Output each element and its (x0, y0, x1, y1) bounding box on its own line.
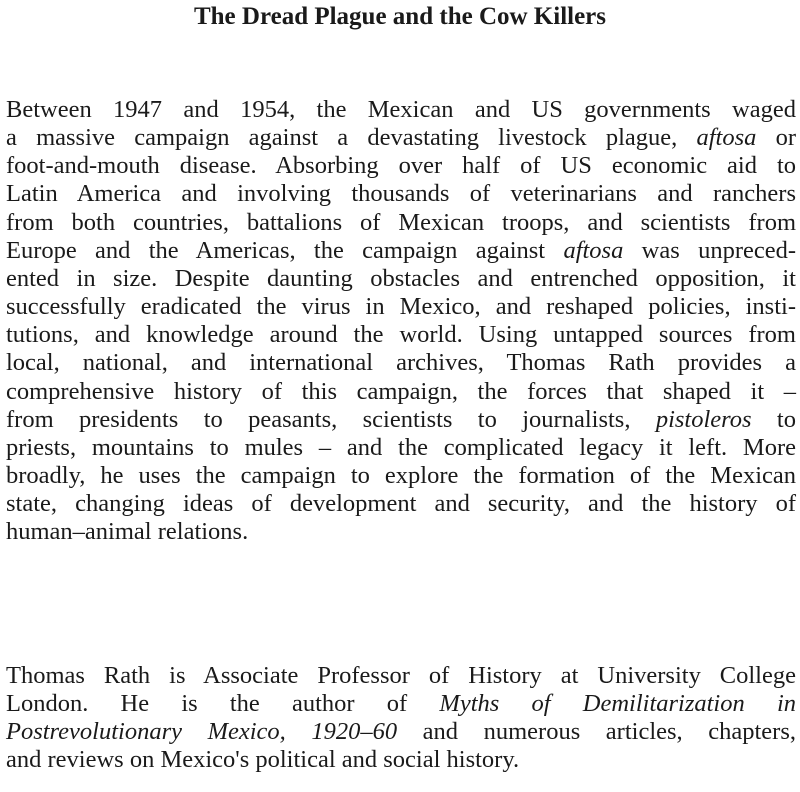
text-run: broadly, he uses the campaign to explore the formation of the Mexican (6, 462, 796, 490)
text-run: Latin America and involving thousands of veterinarians and ranchers (6, 180, 796, 208)
text-line (6, 718, 796, 746)
italic-text-run: aftosa (563, 236, 624, 264)
text-line (6, 662, 796, 690)
text-line (6, 490, 796, 518)
text-run: tutions, and knowledge around the world. Using untapped sources from (6, 321, 796, 349)
text-run: Europe and the Americas, the campaign against (6, 236, 564, 264)
text-line (6, 349, 796, 377)
italic-text-run: aftosa (696, 124, 757, 152)
text-run: to (751, 405, 796, 433)
text-run: successfully eradicated the virus in Mexico, and reshaped policies, insti- (6, 293, 796, 321)
text-line (6, 293, 796, 321)
text-line (6, 209, 796, 237)
italic-text-run: pistoleros (655, 405, 752, 433)
text-line (6, 406, 796, 434)
text-line (6, 434, 796, 462)
text-run: London. He is the author of (6, 690, 440, 718)
text-line (6, 237, 796, 265)
text-line (6, 124, 796, 152)
text-run: human–animal relations. (6, 518, 249, 546)
text-run: or (756, 124, 796, 152)
text-run: a massive campaign against a devastating livestock plague, (6, 124, 697, 152)
text-run: foot-and-mouth disease. Absorbing over half of US economic aid to (6, 152, 796, 180)
italic-text-run: Postrevolutionary Mexico, 1920–60 (6, 718, 398, 746)
text-line (6, 180, 796, 208)
text-run: priests, mountains to mules – and the complicated legacy it left. More (6, 433, 796, 461)
text-line (6, 690, 796, 718)
text-line (6, 265, 796, 293)
author-bio-paragraph (6, 662, 796, 775)
text-run: and numerous articles, chapters, (397, 718, 796, 746)
text-run: state, changing ideas of development and security, and the history of (6, 490, 796, 518)
page-title: The Dread Plague and the Cow Killers (193, 3, 607, 30)
text-run: local, national, and international archives, Thomas Rath provides a (6, 349, 796, 377)
text-run: from presidents to peasants, scientists to journalists, (6, 405, 656, 433)
text-run: Thomas Rath is Associate Professor of History at University College (6, 662, 796, 689)
text-run: and reviews on Mexico's political and social history. (6, 746, 520, 774)
text-line (6, 378, 796, 406)
text-run: was unpreced- (623, 236, 797, 264)
text-line (6, 321, 796, 349)
text-line (6, 96, 796, 124)
text-line (6, 152, 796, 180)
text-line (6, 462, 796, 490)
description-paragraph (6, 96, 796, 547)
text-line (6, 746, 796, 774)
italic-text-run: Myths of Demilitarization in (439, 690, 797, 718)
text-run: Between 1947 and 1954, the Mexican and US governments waged (6, 96, 796, 123)
text-run: from both countries, battalions of Mexican troops, and scientists from (6, 208, 796, 236)
text-run: ented in size. Despite daunting obstacles and entrenched opposition, it (6, 264, 796, 292)
text-line (6, 518, 796, 546)
text-run: comprehensive history of this campaign, the forces that shaped it – (6, 377, 796, 405)
